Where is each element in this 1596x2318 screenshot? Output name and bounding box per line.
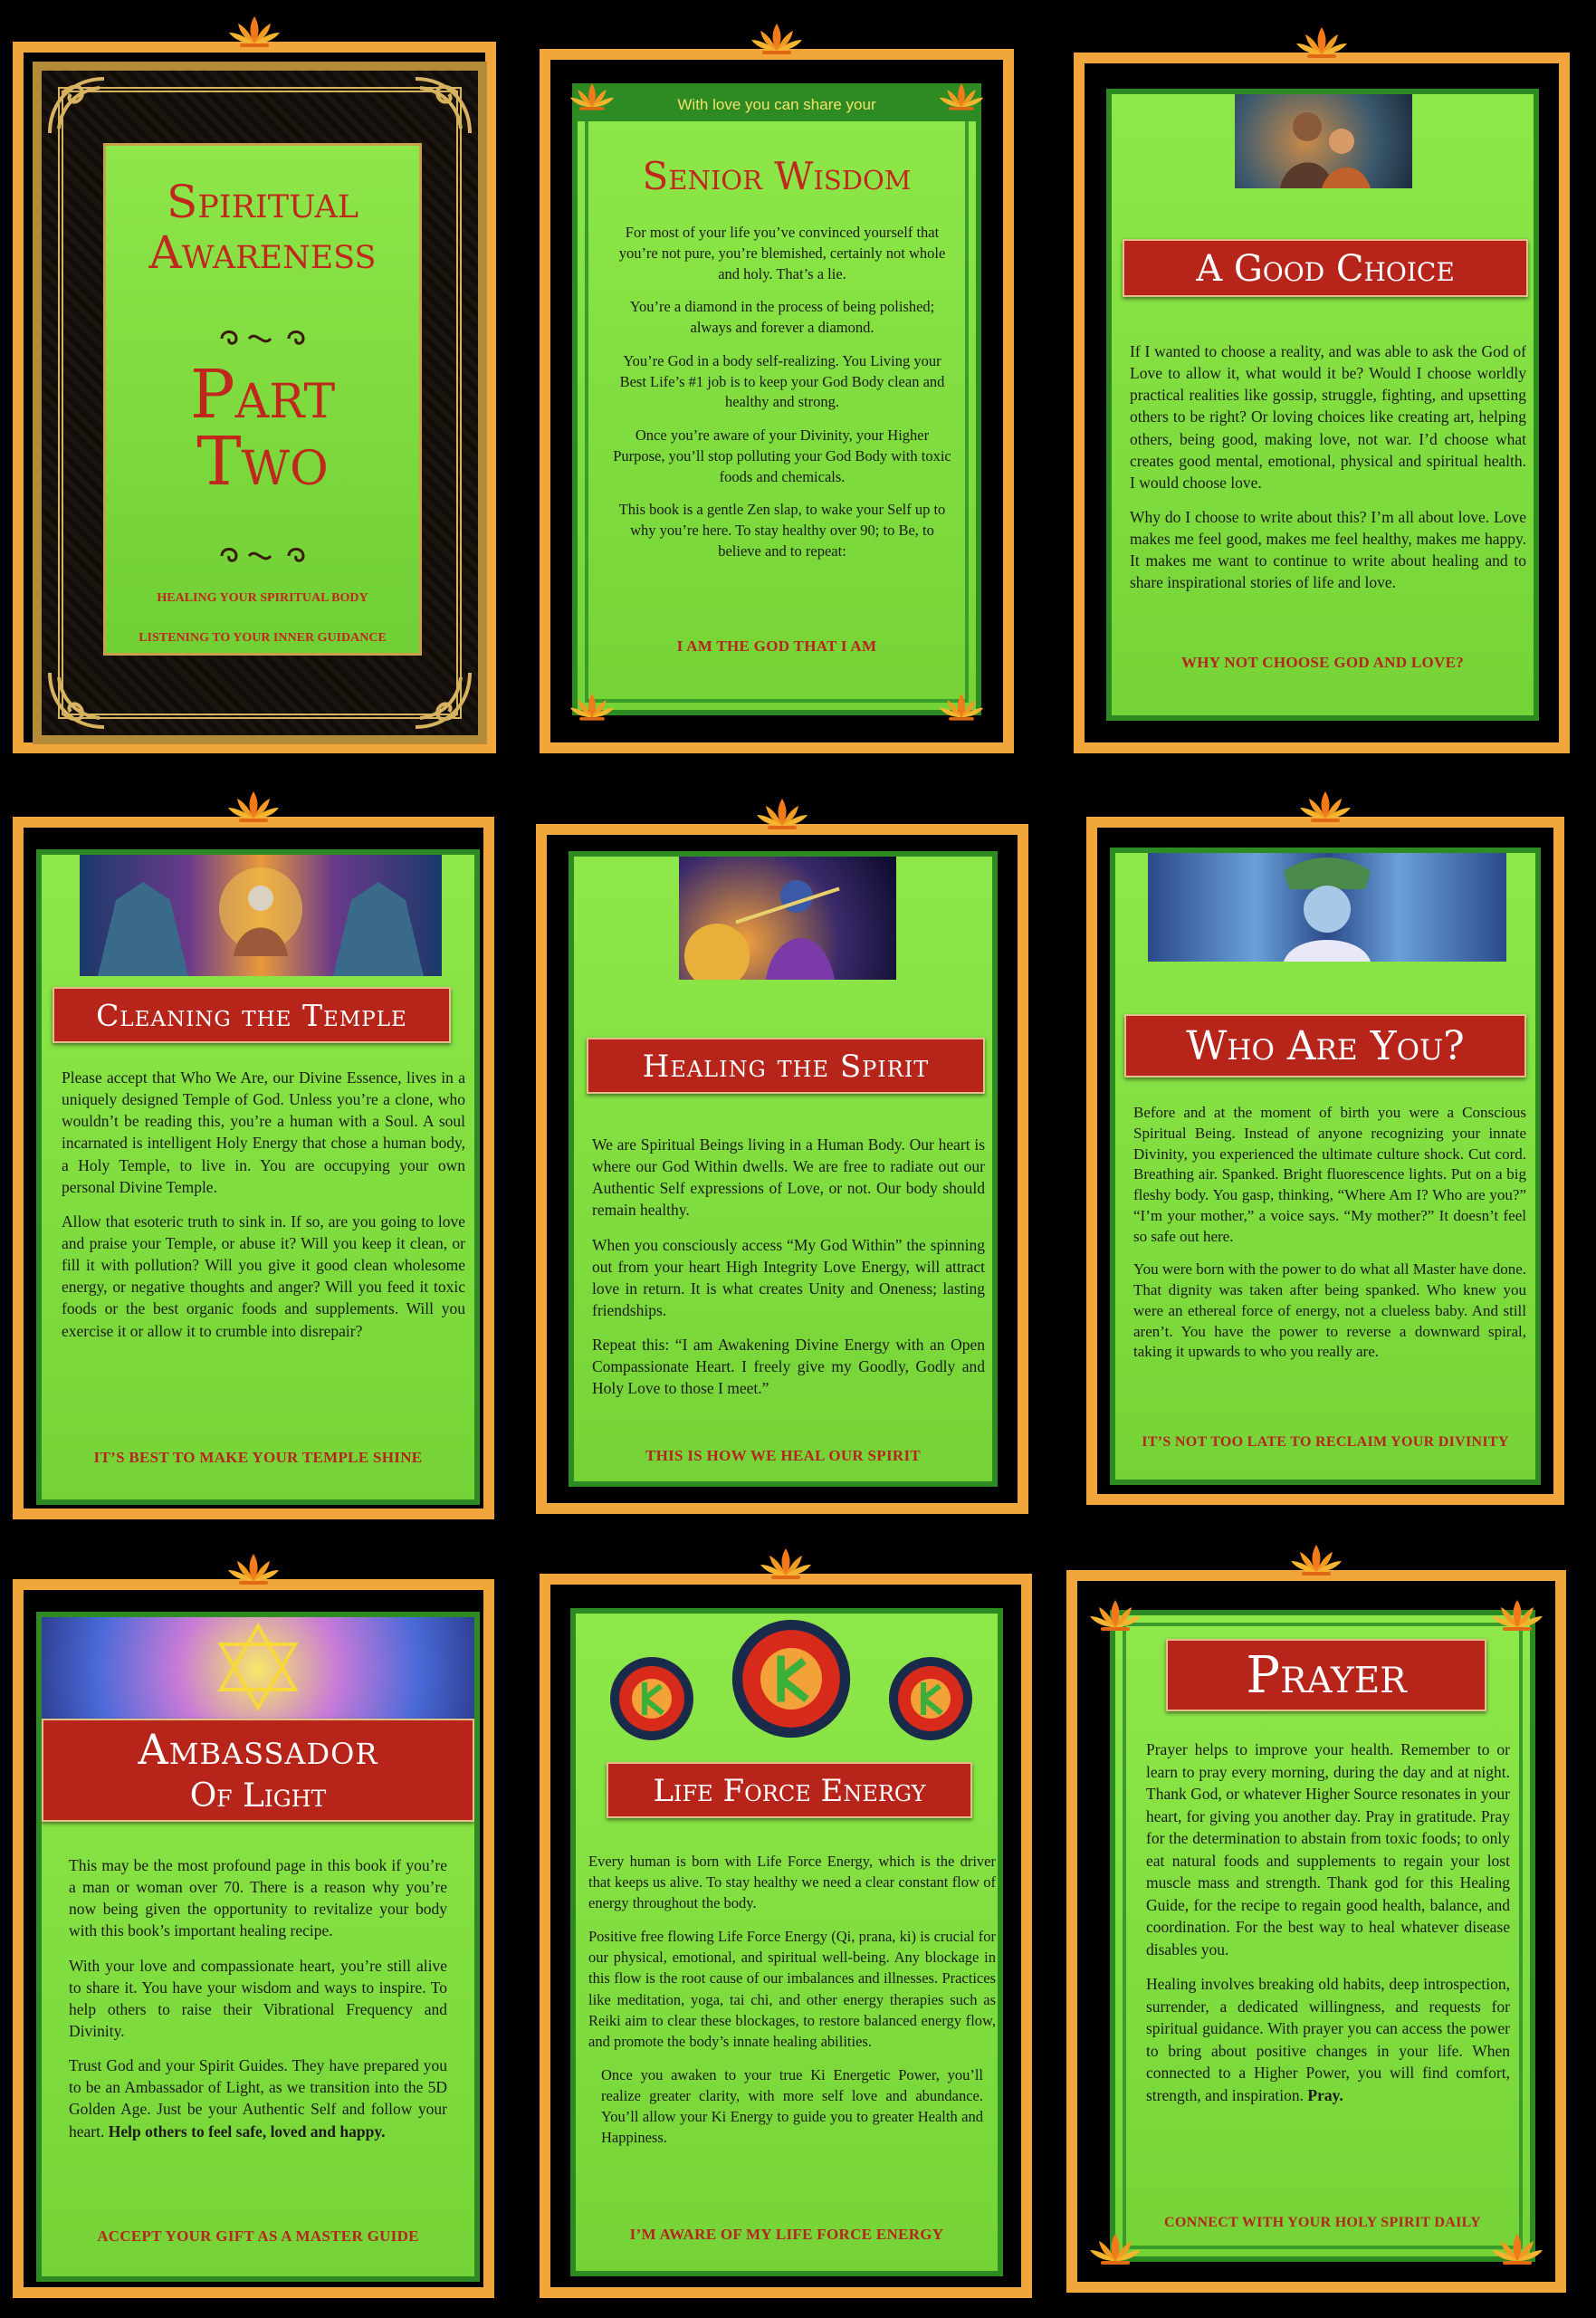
card-spiritual-awareness-cover — [13, 42, 496, 753]
card-tagline: IT’S BEST TO MAKE YOUR TEMPLE SHINE — [93, 1449, 423, 1466]
card-body — [592, 1134, 985, 1413]
paragraph: If I wanted to choose a reality, and was able to ask the God of Love to allow it, what would it be? Would I choose worldly practical realities like gossip, struggle, fighting, and upsetting others to be right? Or loving choices like creating art, helping others, being good, making love, not war. I’d choose what creates good mental, emotional, physical and spiritual health. I would choose love. — [1130, 342, 1526, 492]
cover-part-line1: Part — [189, 356, 336, 434]
card-panel — [572, 83, 981, 715]
card-panel — [570, 1608, 1003, 2276]
lotus-corner-icon — [1490, 2227, 1544, 2269]
card-tagline: CONNECT WITH YOUR HOLY SPIRIT DAILY — [1164, 2215, 1481, 2230]
card-tagline: THIS IS HOW WE HEAL OUR SPIRIT — [645, 1447, 922, 1464]
paragraph: This may be the most profound page in this book if you’re a man or woman over 70. There is a reason why you’re now being given the opportunity to revitalize your body with this book’s important healing recipe. — [69, 1856, 447, 1940]
card-header-text: With love you can share your — [677, 96, 876, 113]
paragraph-text: Healing involves breaking old habits, deep introspection, surrender, a dedicated willingness, and requests for spiritual guidance. With prayer you can access the power to bring about positive changes in your life. When connected to a Higher Power, you will find comfort, strength, and inspiration. — [1146, 1975, 1510, 2104]
ornate-gold-frame — [33, 62, 487, 744]
emphasis-text: Help others to feel safe, loved and happy. — [108, 2122, 386, 2141]
paragraph-text: Trust God and your Spirit Guides. They have prepared you to be an Ambassador of Light, as we transition into the 5D Golden Age. Just be your Authentic Self and follow your heart. — [69, 2056, 447, 2141]
lotus-corner-icon — [569, 688, 616, 724]
lotus-corner-icon — [938, 78, 985, 114]
lotus-icon — [226, 1550, 281, 1586]
paragraph: This book is a gentle Zen slap, to wake your Self up to why you’re here. To stay healthy over 90; to Be, to believe and to repeat: — [618, 501, 946, 560]
card-a-good-choice — [1074, 53, 1570, 753]
ornament-corner-icon — [45, 74, 109, 138]
card-tagline: ACCEPT YOUR GIFT AS A MASTER GUIDE — [97, 2227, 419, 2245]
card-healing-the-spirit — [536, 824, 1028, 1514]
ornament-corner-icon — [411, 74, 474, 138]
flourish-icon — [213, 327, 312, 350]
card-tagline: WHY NOT CHOOSE GOD AND LOVE? — [1180, 654, 1465, 671]
paragraph: Please accept that Who We Are, our Divine Essence, lives in a uniquely designed Temple of God. Unless you’re a clone, who wouldn’t be reading this, you’re a human with a Soul. A soul incarnated is intelligent Holy Energy that chose a human body, a Holy Temple, to live in. You are occupying your own personal Divine Temple. — [62, 1068, 465, 1196]
paragraph: You’re a diamond in the process of being polished; always and forever a diamond. — [629, 298, 935, 337]
card-body — [62, 1067, 465, 1355]
cover-subtitle-1: HEALING YOUR SPIRITUAL BODY — [157, 591, 368, 605]
card-title: Cleaning the Temple — [96, 998, 407, 1033]
card-title-line2: Of Light — [189, 1777, 327, 1815]
card-title-banner — [1124, 1014, 1526, 1078]
paragraph: Once you awaken to your true Ki Energetic Power, you’ll realize greater clarity, with more self love and abundance. You’ll allow your Ki Energy to guide you to greater Health and Happiness. — [601, 2065, 983, 2147]
card-title-banner — [587, 1038, 985, 1094]
paragraph: With your love and compassionate heart, you’re still alive to share it. You have your wisdom and ways to inspire. To help others to raise their Vibrational Frequency and Divinity. — [69, 1956, 447, 2040]
cover-subtitle-2: LISTENING TO YOUR INNER GUIDANCE — [139, 631, 387, 645]
paragraph: Prayer helps to improve your health. Remember to or learn to pray every morning, during the day and at night. Thank God, or whatever Higher Source resonates in your heart, for giving you another day. Pray in gratitude. Pray for the determination to abstain from toxic foods; to only eat natural foods and supplements to regain your lost muscle mass and strength. Thank god for this Healing Guide, for the recipe to regain good health, balance, and coordination. For the best way to heal whatever disease disables you. — [1146, 1740, 1510, 1959]
ki-symbol-icon — [608, 1655, 695, 1742]
card-body — [588, 1851, 996, 2160]
card-title: Prayer — [1246, 1646, 1407, 1705]
cover-green-panel — [103, 143, 422, 656]
card-panel — [1110, 1610, 1535, 2262]
lotus-corner-icon — [1088, 2227, 1142, 2269]
ornament-corner-icon — [411, 668, 474, 732]
illustration-figures — [1235, 94, 1412, 188]
lotus-icon — [1289, 1541, 1343, 1577]
lotus-icon — [759, 1545, 813, 1581]
card-panel — [36, 849, 480, 1505]
lotus-corner-icon — [938, 688, 985, 724]
ki-symbol-large-icon — [730, 1617, 853, 1740]
card-title: Healing the Spirit — [642, 1049, 930, 1085]
card-tagline: IT’S NOT TOO LATE TO RECLAIM YOUR DIVINITY — [1142, 1434, 1509, 1450]
paragraph: You were born with the power to do what all Master have done. That dignity was taken after being spanked. Who knew you were an ethereal force of energy, not a clueless baby. And still aren’t. You have the power to reverse a downward spiral, taking it upwards to who you really are. — [1133, 1260, 1526, 1361]
lotus-icon — [226, 788, 281, 824]
card-panel — [1110, 848, 1541, 1485]
lotus-corner-icon — [1490, 1594, 1544, 1635]
card-ambassador-of-light — [13, 1579, 494, 2298]
card-who-are-you — [1086, 817, 1564, 1505]
card-title-banner — [42, 1719, 474, 1822]
card-senior-wisdom — [540, 49, 1014, 753]
lotus-icon — [1298, 788, 1352, 824]
card-panel — [36, 1612, 480, 2282]
card-title: Senior Wisdom — [642, 154, 912, 198]
paragraph: We are Spiritual Beings living in a Human Body. Our heart is where our God Within dwells. We are free to radiate out our Authentic Self expressions of Love, or not. Our body should remain healthy. — [592, 1135, 985, 1220]
paragraph: Every human is born with Life Force Energy, which is the driver that keeps us alive. To stay healthy we need a clear constant flow of energy throughout the body. — [588, 1853, 996, 1912]
card-prayer — [1066, 1570, 1566, 2293]
card-life-force-energy — [540, 1574, 1032, 2298]
card-tagline: I’M AWARE OF MY LIFE FORCE ENERGY — [629, 2226, 944, 2243]
paragraph: Before and at the moment of birth you were a Conscious Spiritual Being. Instead of anyone recognizing your innate Divinity, you experienced the ultimate culture shock. Cut cord. Breathing air. Spanked. Bright fluorescence lights. Put on a big fleshy body. You gasp, thinking, “Where Am I? Who are you?” “I’m your mother,” a voice says. “My mother?” It doesn’t feel so safe out here. — [1133, 1104, 1526, 1245]
lotus-icon — [750, 20, 804, 56]
illustration-krishna — [679, 857, 896, 980]
ki-symbol-icon — [887, 1655, 974, 1742]
card-tagline: I AM THE GOD THAT I AM — [676, 637, 877, 655]
lotus-icon — [755, 795, 809, 831]
card-title-banner — [607, 1762, 972, 1818]
paragraph: Once you’re aware of your Divinity, your Higher Purpose, you’ll stop polluting your God Body with toxic foods and chemicals. — [613, 426, 951, 485]
cover-title-line1: Spiritual — [166, 176, 359, 228]
paragraph — [1146, 1973, 1510, 2106]
card-cleaning-the-temple — [13, 817, 494, 1519]
lotus-icon — [1295, 24, 1349, 60]
card-body — [1146, 1738, 1510, 2106]
card-title-line1: Ambassador — [138, 1725, 378, 1774]
card-body — [610, 223, 954, 575]
paragraph: Allow that esoteric truth to sink in. If so, are you going to love and praise your Temple, or abuse it? Will you keep it clean, or fill it with pollution? Will you give it good clean wholesome energy, or negative thoughts and anger? Will you feed it toxic foods or the best organic foods and supplements. Will you exercise it or allow it to crumble into disrepair? — [62, 1212, 465, 1340]
emphasis-text: Pray. — [1307, 2085, 1343, 2104]
paragraph: When you consciously access “My God Within” the spinning out from your heart High Integrity Love Energy, will attract love in return. It is what creates Unity and Oneness; lasting friendships. — [592, 1235, 985, 1319]
paragraph: Repeat this: “I am Awakening Divine Energy with an Open Compassionate Heart. I freely give my Goodly, Godly and Holy Love to those I meet.” — [592, 1336, 985, 1398]
flourish-icon — [213, 544, 312, 568]
paragraph: You’re God in a body self-realizing. You Living your Best Life’s #1 job is to keep your God Body clean and healthy and strong. — [619, 351, 945, 411]
card-body — [1133, 1103, 1526, 1375]
card-body — [69, 1854, 447, 2142]
card-title-banner — [1166, 1639, 1486, 1711]
lotus-corner-icon — [1088, 1594, 1142, 1635]
card-title: Life Force Energy — [653, 1773, 926, 1809]
card-title: A Good Choice — [1196, 248, 1455, 290]
paragraph: Why do I choose to write about this? I’m all about love. Love makes me feel good, makes me feel healthy, makes me happy. It makes me want to continue to write about healing and to share inspirational stories of life and love. — [1130, 507, 1526, 592]
card-title-banner — [53, 987, 451, 1043]
cover-title-line2: Awareness — [148, 226, 377, 279]
paragraph: For most of your life you’ve convinced yourself that you’re not pure, you’re blemished, certainly not whole and holy. That’s a lie. — [618, 224, 946, 283]
paragraph: Positive free flowing Life Force Energy (Qi, prana, ki) is crucial for our physical, emotional, and spiritual well-being. Any blockage in this flow is the root cause of our imbalances and illnesses. Practices like meditation, yoga, tai chi, and other energy therapies such as Reiki aim to clear these blockages, to restore balanced energy flow, and promote the body’s innate healing abilities. — [588, 1928, 996, 2050]
illustration-meditating-sage — [80, 855, 442, 976]
ornament-corner-icon — [45, 668, 109, 732]
lotus-corner-icon — [569, 78, 616, 114]
illustration-shiva — [1148, 853, 1506, 962]
card-title: Who Are You? — [1186, 1023, 1465, 1069]
paragraph — [69, 2055, 447, 2142]
card-panel — [1106, 89, 1539, 721]
card-title-banner — [1123, 239, 1528, 297]
card-panel — [569, 851, 998, 1487]
lotus-icon — [227, 13, 282, 49]
cover-part-line2: Two — [196, 423, 329, 501]
card-body — [1130, 340, 1526, 607]
